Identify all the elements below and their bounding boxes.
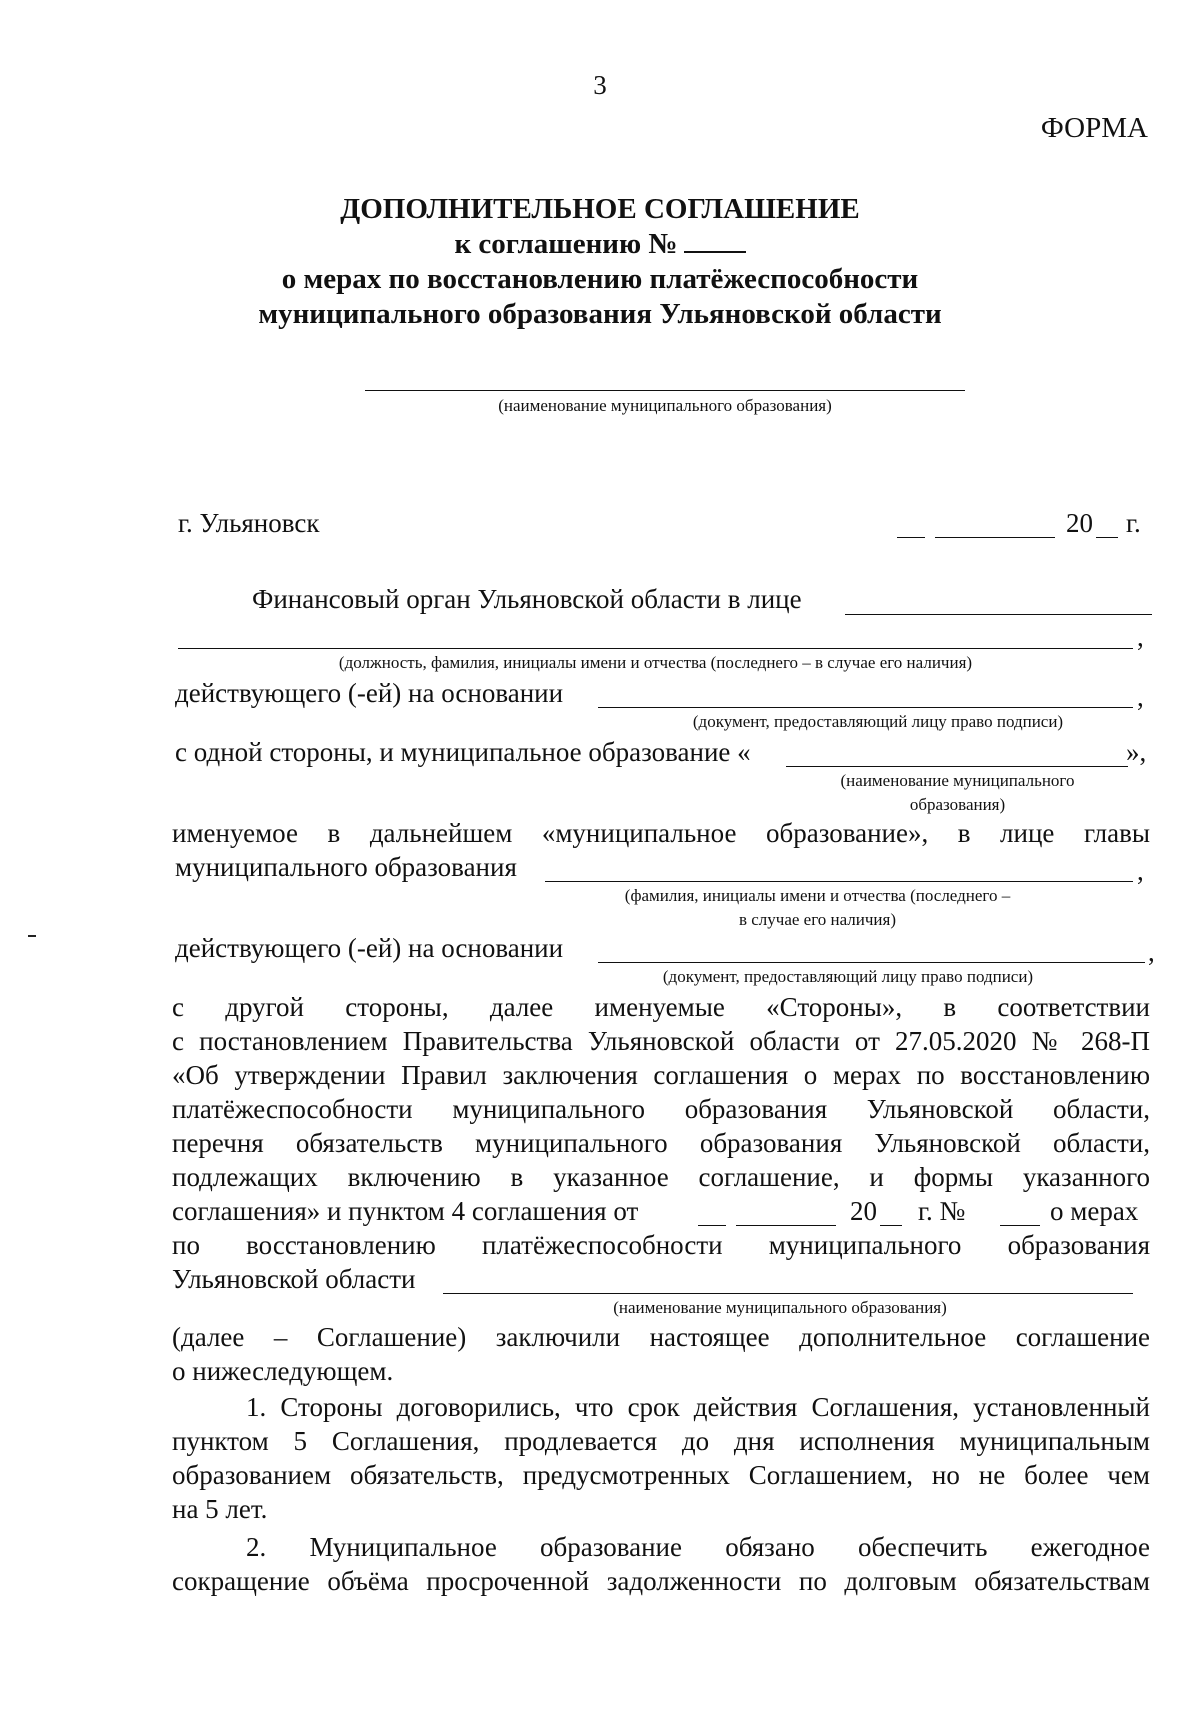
p1-line1: 1. Стороны договорились, что срок действия Соглашения, установленный xyxy=(246,1392,1150,1422)
mo-name2-line xyxy=(443,1293,1133,1294)
caption-doc-right2: (документ, предоставляющий лицу право подписи) xyxy=(662,967,1034,986)
restoration-text: по восстановлению платёжеспособности муниципального образования xyxy=(172,1230,1150,1260)
p2-line2: сокращение объёма просроченной задолженности по долговым обязательствам xyxy=(172,1566,1150,1596)
one-side-text: с одной стороны, и муниципальное образование « xyxy=(175,737,751,767)
acting2-text: действующего (-ей) на основании xyxy=(175,933,564,963)
title-agreement-number xyxy=(0,228,1200,261)
page-number: 3 xyxy=(593,70,607,100)
caption-mo-short1: (наименование муниципального xyxy=(840,771,1075,790)
fin-organ-line xyxy=(845,614,1152,615)
hereinafter-line xyxy=(172,818,1150,849)
p4-year: 20 xyxy=(850,1196,877,1226)
caption-fio1: (фамилия, инициалы имени и отчества (последнего – xyxy=(624,886,1011,905)
para-line-5 xyxy=(172,1128,1150,1159)
following-text: о нижеследующем. xyxy=(172,1356,394,1386)
place: г. Ульяновск xyxy=(178,508,320,538)
agreement-number-blank xyxy=(684,251,746,253)
title-agreement-label: к соглашению № xyxy=(454,228,678,260)
p1-line4: на 5 лет. xyxy=(172,1494,268,1524)
agreement-p4c: о мерах xyxy=(1050,1196,1139,1226)
para-line-1 xyxy=(172,992,1150,1023)
comma: , xyxy=(1148,937,1155,967)
caption-doc-right1: (документ, предоставляющий лицу право подписи) xyxy=(692,712,1064,731)
acting1-line xyxy=(598,707,1133,708)
form-label: ФОРМА xyxy=(1040,112,1148,144)
acting2-line xyxy=(598,962,1145,963)
para-line-2 xyxy=(172,1026,1150,1057)
mo-name-field-line xyxy=(786,766,1128,767)
date-month-line xyxy=(935,537,1055,538)
comma: , xyxy=(1137,856,1144,886)
mo-name-line xyxy=(365,390,965,391)
further-text: (далее – Соглашение) заключили настоящее дополнительное соглашение xyxy=(172,1322,1150,1352)
ulyanovsk-region: Ульяновской области xyxy=(172,1264,416,1294)
comma: , xyxy=(1137,622,1144,652)
para-line-8 xyxy=(172,1230,1150,1261)
para-line-10 xyxy=(172,1322,1150,1353)
p1-line2-wrap xyxy=(172,1426,1150,1457)
date-day-line xyxy=(897,537,925,538)
agreement-p4b: г. № xyxy=(918,1196,966,1226)
comma: , xyxy=(1137,682,1144,712)
mo-head-line xyxy=(545,881,1133,882)
p2-line2-wrap xyxy=(172,1566,1150,1597)
para-line-3 xyxy=(172,1060,1150,1091)
list-text: перечня обязательств муниципального образования Ульяновской области, xyxy=(172,1128,1150,1158)
p1-line3-wrap xyxy=(172,1460,1150,1491)
document-title: ДОПОЛНИТЕЛЬНОЕ СОГЛАШЕНИЕ xyxy=(340,193,860,225)
one-side-end: », xyxy=(1126,737,1147,767)
p4-number-line xyxy=(1000,1225,1040,1226)
para-line-6 xyxy=(172,1162,1150,1193)
resolution-text: с постановлением Правительства Ульяновской области от 27.05.2020 № 268-П xyxy=(172,1026,1150,1056)
p4-year-line xyxy=(880,1225,902,1226)
p4-month-line xyxy=(736,1225,836,1226)
hereinafter-text: именуемое в дальнейшем «муниципальное образование», в лице главы xyxy=(172,818,1150,848)
caption-official: (должность, фамилия, инициалы имени и отчества (последнего – в случае его наличия) xyxy=(338,653,973,672)
p2-line1: 2. Муниципальное образование обязано обеспечить ежегодное xyxy=(246,1532,1150,1562)
caption-mo-name: (наименование муниципального образования) xyxy=(498,396,832,415)
p1-line2: пунктом 5 Соглашения, продлевается до дня исполнения муниципальным xyxy=(172,1426,1150,1456)
title-line4: муниципального образования Ульяновской области xyxy=(258,298,942,330)
para-line-4 xyxy=(172,1094,1150,1125)
about-text: «Об утверждении Правил заключения соглашения о мерах по восстановлению xyxy=(172,1060,1150,1090)
caption-fio2: в случае его наличия) xyxy=(738,910,897,929)
fin-organ-text: Финансовый орган Ульяновской области в лице xyxy=(252,584,802,614)
p1-line3: образованием обязательств, предусмотренных Соглашением, но не более чем xyxy=(172,1460,1150,1490)
date-suffix: г. xyxy=(1126,508,1141,538)
p4-day-line xyxy=(698,1225,726,1226)
title-line3: о мерах по восстановлению платёжеспособности xyxy=(281,263,919,295)
official-line xyxy=(178,648,1133,649)
agreement-p4a: соглашения» и пунктом 4 соглашения от xyxy=(172,1196,639,1226)
date-year: 20 xyxy=(1066,508,1093,538)
mo-head-text: муниципального образования xyxy=(175,852,517,882)
date-year-line xyxy=(1096,537,1118,538)
acting1-text: действующего (-ей) на основании xyxy=(175,678,564,708)
solvency-text: платёжеспособности муниципального образования Ульяновской области, xyxy=(172,1094,1150,1124)
caption-mo-name2: (наименование муниципального образования) xyxy=(613,1298,947,1317)
caption-mo-short2: образования) xyxy=(909,795,1006,814)
other-side-text: с другой стороны, далее именуемые «Стороны», в соответствии xyxy=(172,992,1150,1022)
subject-text: подлежащих включению в указанное соглашение, и формы указанного xyxy=(172,1162,1150,1192)
scan-mark xyxy=(28,935,36,937)
